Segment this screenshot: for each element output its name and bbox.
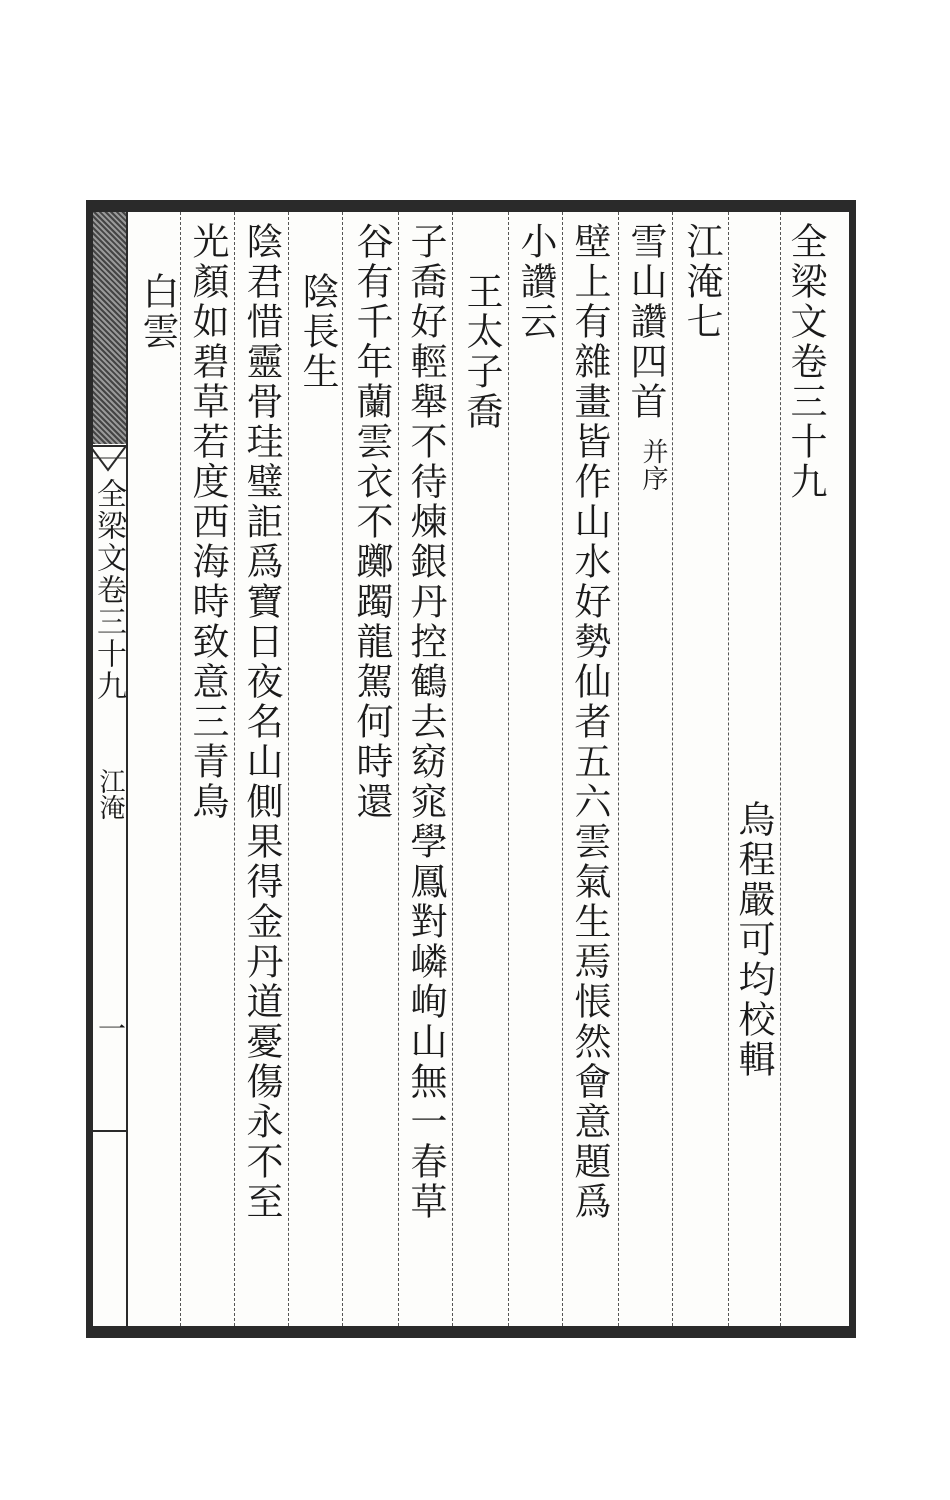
column-rule [562, 212, 563, 1326]
column-rule [508, 212, 509, 1326]
poem-title: 白雲 [136, 272, 179, 352]
section-title: 雪山讚四首 [624, 222, 667, 422]
column-rule [618, 212, 619, 1326]
column-rule [728, 212, 729, 1326]
fishtail-mark-icon [88, 444, 128, 474]
margin-divider [86, 1130, 128, 1132]
column-rule [780, 212, 781, 1326]
margin-black-block [93, 212, 126, 444]
author-name: 江淹七 [680, 222, 723, 342]
poem-title: 陰長生 [296, 272, 339, 392]
poem-line: 谷有千年蘭雲衣不躑躅龍駕何時還 [350, 222, 393, 822]
collator-credit: 烏程嚴可均校輯 [732, 800, 775, 1080]
preface-line-2: 小讚云 [514, 222, 557, 342]
column-rule [342, 212, 343, 1326]
column-rule [672, 212, 673, 1326]
column-rule [452, 212, 453, 1326]
poem-line: 陰君惜靈骨珪璧詎爲寶日夜名山側果得金丹道憂傷永不至 [240, 222, 283, 1222]
poem-line: 子喬好輕舉不待煉銀丹控鶴去窈窕學鳳對嶙峋山無一春草 [404, 222, 447, 1222]
column-rule [180, 212, 181, 1326]
margin-book-title: 全梁文卷三十九 [91, 478, 126, 702]
margin-author: 江淹 [95, 768, 125, 820]
margin-page-number: 一 [94, 1014, 127, 1042]
column-rule [234, 212, 235, 1326]
volume-title: 全梁文卷三十九 [784, 222, 827, 502]
poem-title: 王太子喬 [460, 272, 503, 432]
column-rule [398, 212, 399, 1326]
section-note: 并序 [638, 438, 668, 492]
preface-line-1: 壁上有雜畫皆作山水好勢仙者五六雲氣生焉悵然會意題爲 [568, 222, 611, 1222]
column-rule [288, 212, 289, 1326]
poem-line: 光顏如碧草若度西海時致意三青鳥 [186, 222, 229, 822]
